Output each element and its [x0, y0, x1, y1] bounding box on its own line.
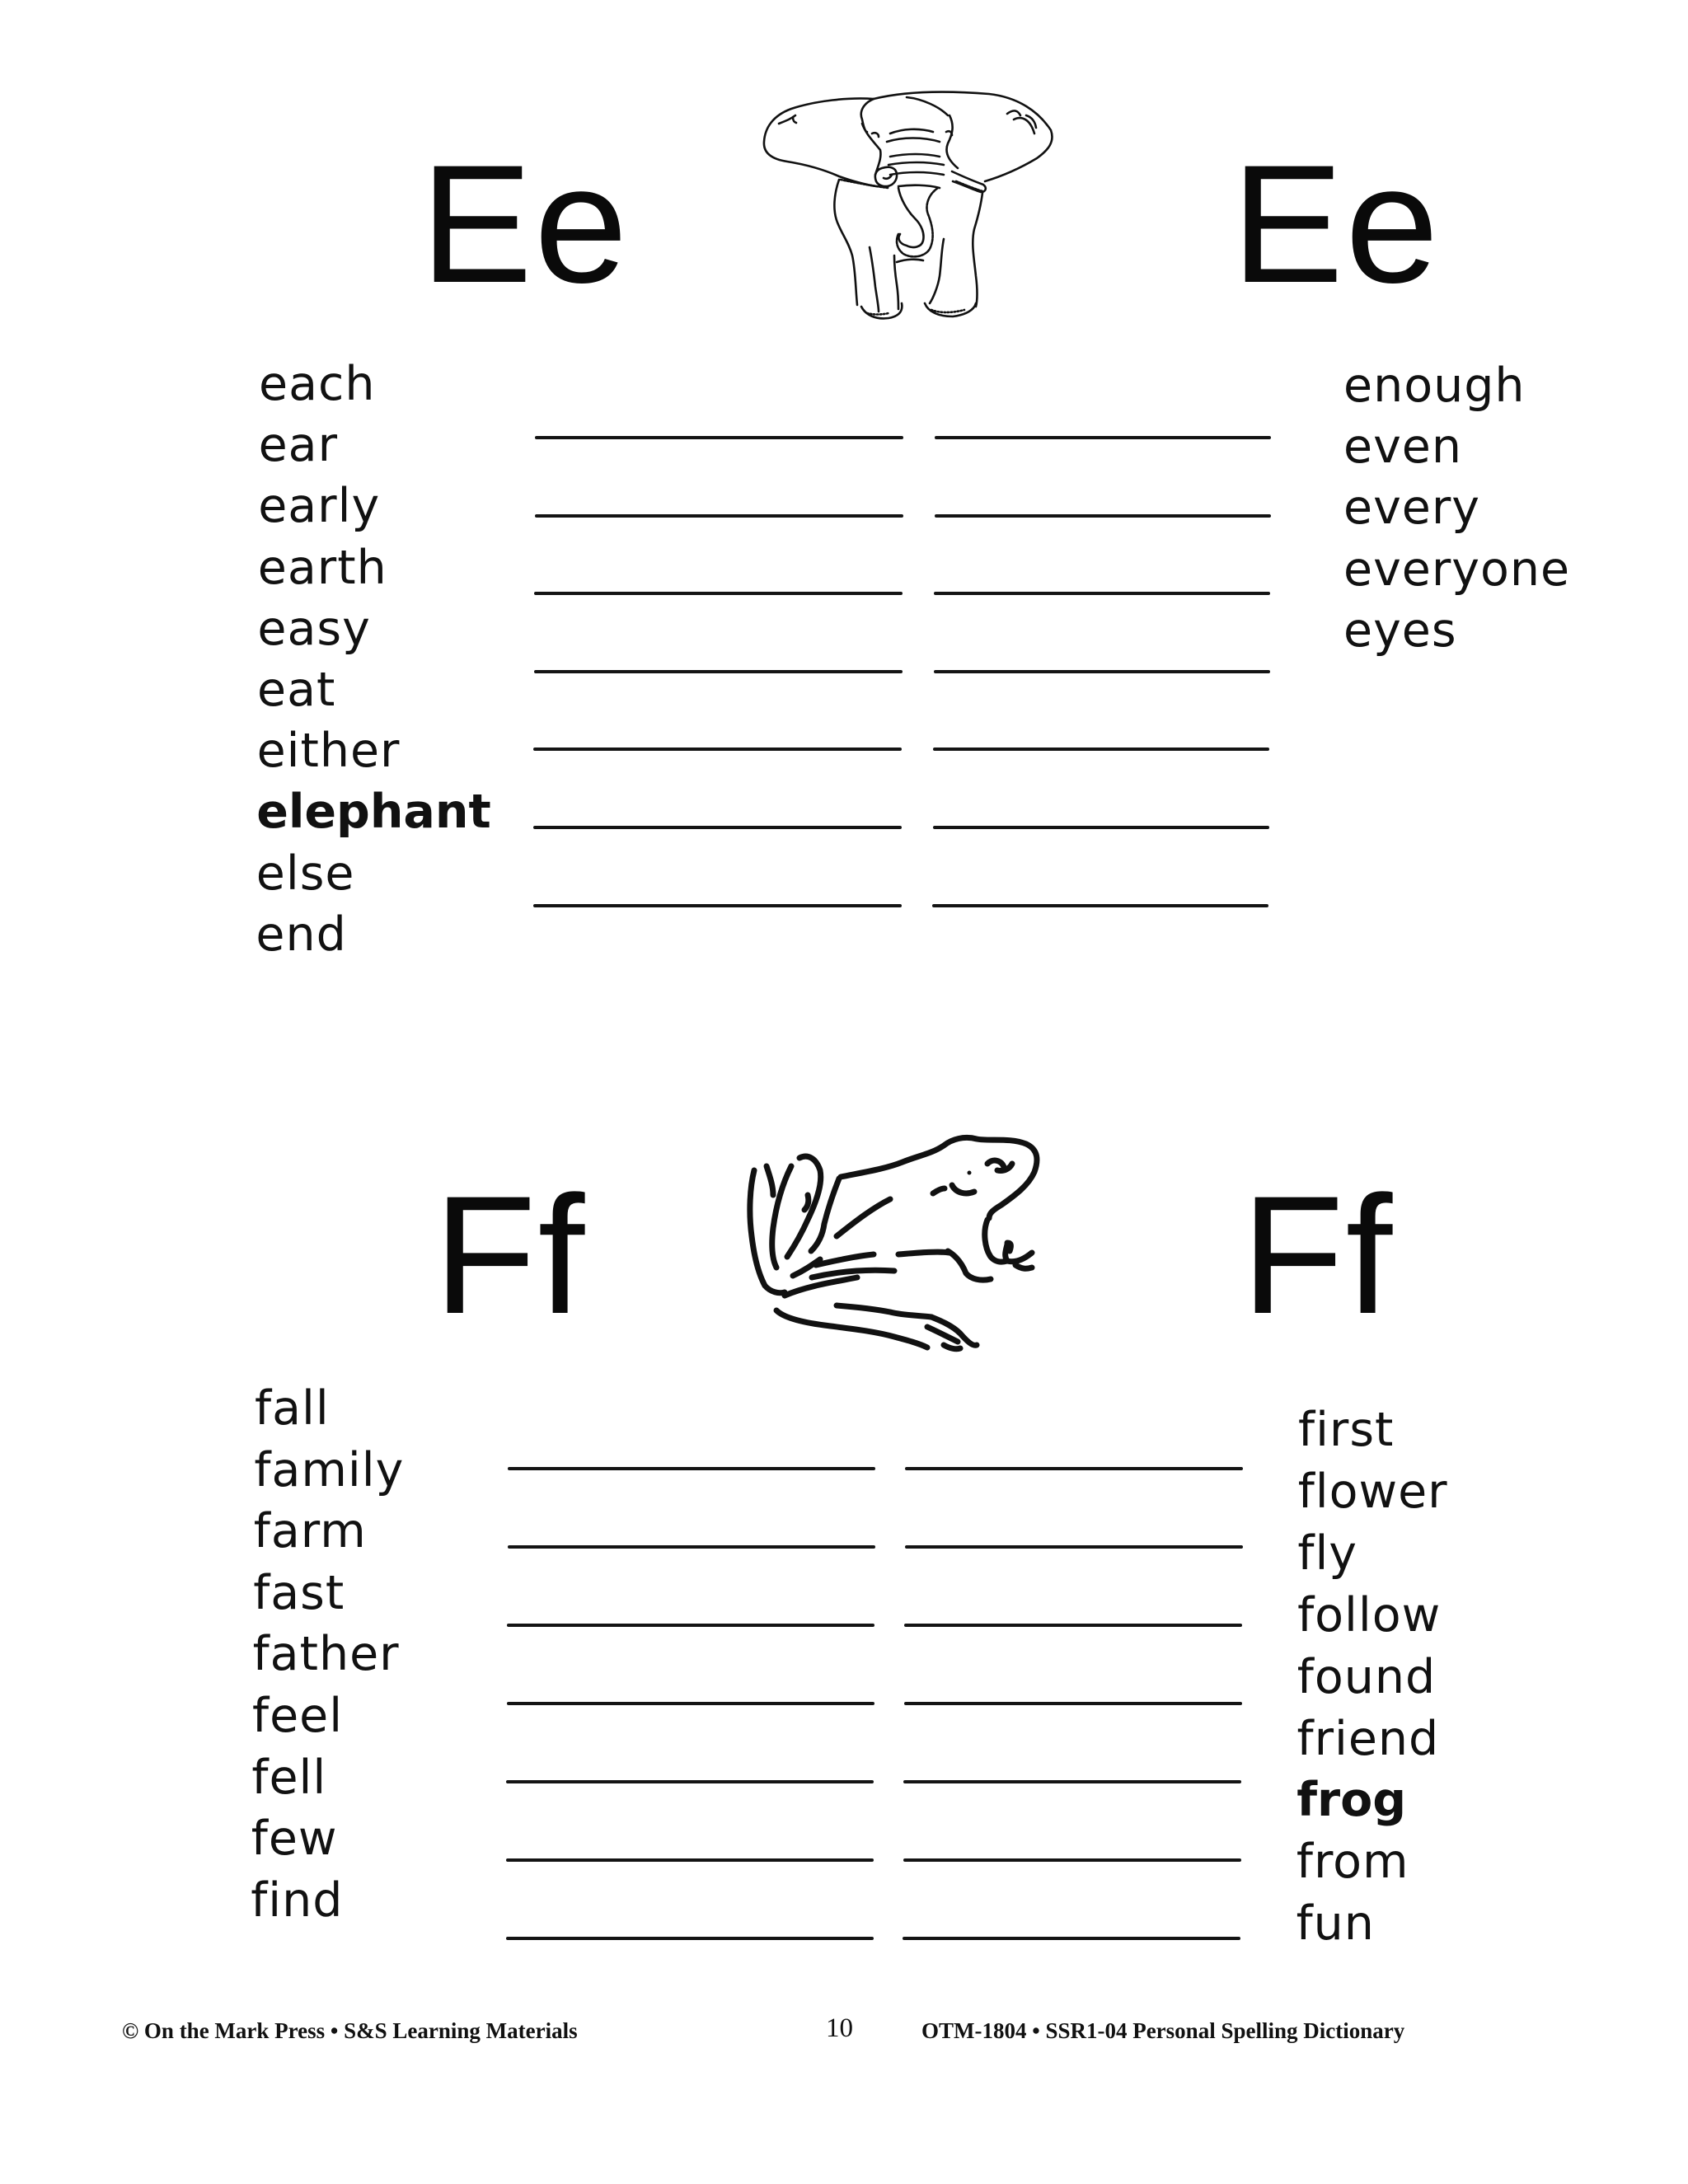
blank-writing-line[interactable] — [506, 1937, 874, 1940]
word-left-item: few — [251, 1811, 338, 1867]
blank-writing-line[interactable] — [534, 670, 903, 673]
blank-writing-line[interactable] — [935, 514, 1271, 518]
blank-writing-line[interactable] — [534, 592, 903, 595]
word-left-item: farm — [253, 1504, 367, 1559]
heading-right-f: Ff — [1241, 1161, 1395, 1349]
word-right-item: friend — [1296, 1711, 1440, 1766]
blank-writing-line[interactable] — [903, 1780, 1241, 1783]
blank-writing-line[interactable] — [903, 1937, 1240, 1940]
word-left-item: fall — [255, 1381, 330, 1436]
word-left-item: earth — [257, 540, 387, 595]
word-left-item: ear — [258, 418, 339, 473]
word-right-item: everyone — [1343, 541, 1571, 597]
word-right-item: first — [1298, 1403, 1395, 1457]
word-left-item: elephant — [256, 785, 491, 840]
word-left-item: end — [256, 907, 347, 962]
word-right-item: eyes — [1343, 602, 1457, 658]
word-left-item: father — [252, 1627, 400, 1682]
word-left-item: easy — [257, 601, 371, 656]
word-right-item: fun — [1296, 1896, 1375, 1952]
footer-copyright: © On the Mark Press • S&S Learning Materials — [122, 2018, 578, 2043]
blank-writing-line[interactable] — [508, 1545, 875, 1549]
word-right-item: fly — [1297, 1526, 1358, 1581]
blank-writing-line[interactable] — [933, 748, 1269, 751]
word-left-item: feel — [252, 1689, 344, 1743]
word-right-item: follow — [1297, 1587, 1442, 1643]
word-right-item: every — [1343, 480, 1481, 536]
word-left-item: fast — [253, 1565, 345, 1620]
word-right-item: flower — [1297, 1464, 1448, 1519]
blank-writing-line[interactable] — [905, 1467, 1243, 1470]
word-left-item: find — [251, 1872, 344, 1928]
word-right-item: frog — [1296, 1773, 1407, 1828]
blank-writing-line[interactable] — [535, 436, 903, 439]
word-right-item: found — [1296, 1649, 1437, 1704]
blank-writing-line[interactable] — [533, 904, 902, 907]
blank-writing-line[interactable] — [506, 1780, 874, 1783]
word-left-item: family — [254, 1442, 405, 1497]
blank-writing-line[interactable] — [535, 514, 903, 518]
word-right-item: enough — [1343, 359, 1526, 413]
word-left-item: early — [258, 479, 381, 534]
blank-writing-line[interactable] — [905, 1545, 1243, 1549]
blank-writing-line[interactable] — [506, 1858, 874, 1862]
heading-left-e: Ee — [420, 130, 630, 318]
frog-icon — [725, 1121, 1055, 1368]
word-left-item: else — [256, 846, 355, 901]
blank-writing-line[interactable] — [933, 826, 1269, 829]
blank-writing-line[interactable] — [904, 1702, 1242, 1705]
heading-right-e: Ee — [1231, 130, 1441, 318]
blank-writing-line[interactable] — [507, 1702, 874, 1705]
blank-writing-line[interactable] — [932, 904, 1268, 907]
footer-product-title: OTM-1804 • SSR1-04 Personal Spelling Dictionary — [921, 2018, 1405, 2043]
blank-writing-line[interactable] — [533, 826, 902, 829]
blank-writing-line[interactable] — [533, 748, 902, 751]
word-right-item: from — [1296, 1835, 1409, 1890]
word-right-item: even — [1343, 419, 1462, 475]
word-left-item: each — [259, 357, 376, 411]
blank-writing-line[interactable] — [507, 1624, 874, 1627]
blank-writing-line[interactable] — [904, 1624, 1242, 1627]
blank-writing-line[interactable] — [934, 592, 1270, 595]
word-left-item: eat — [257, 663, 336, 717]
word-left-item: either — [256, 724, 401, 779]
blank-writing-line[interactable] — [934, 670, 1270, 673]
word-left-item: fell — [251, 1750, 327, 1805]
elephant-icon — [742, 82, 1088, 330]
blank-writing-line[interactable] — [508, 1467, 875, 1470]
blank-writing-line[interactable] — [903, 1858, 1241, 1862]
page-number: 10 — [826, 2013, 853, 2043]
blank-writing-line[interactable] — [935, 436, 1271, 439]
heading-left-f: Ff — [434, 1161, 587, 1349]
